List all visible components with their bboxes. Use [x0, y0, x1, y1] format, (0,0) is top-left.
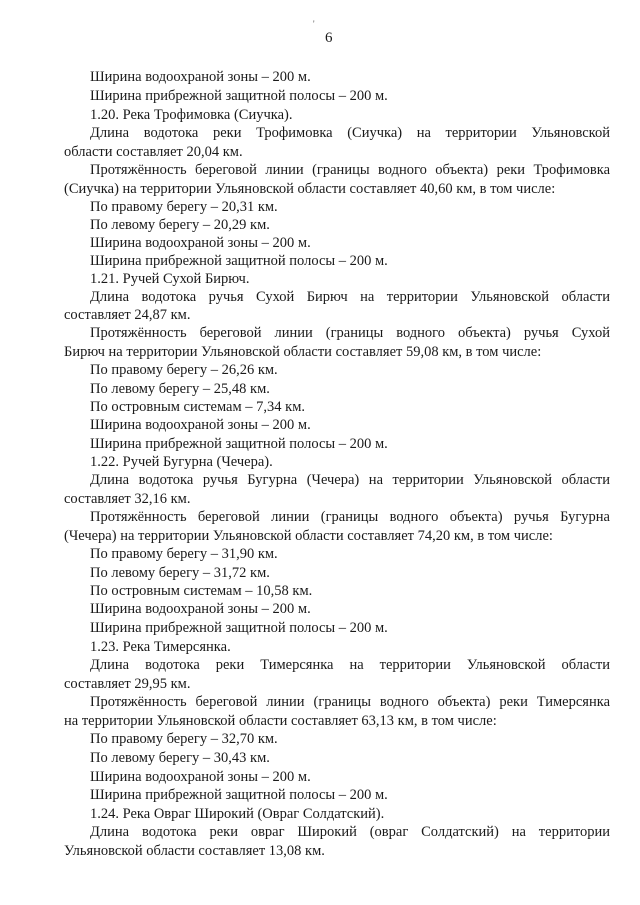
text-line: Ширина прибрежной защитной полосы – 200 м. [90, 787, 388, 803]
text-line: составляет 24,87 км. [64, 307, 191, 323]
text-line: (Чечера) на территории Ульяновской области составляет 74,20 км, в том числе: [64, 528, 553, 544]
text-line: Ширина прибрежной защитной полосы – 200 м. [90, 436, 388, 452]
text-line: Ширина водоохраной зоны – 200 м. [90, 417, 311, 433]
text-line: По правому берегу – 31,90 км. [90, 546, 278, 562]
text-line: Длина водотока реки Трофимовка (Сиучка) на территории Ульяновской [90, 125, 610, 141]
text-line: По островным системам – 10,58 км. [90, 583, 313, 599]
text-line: на территории Ульяновской области составляет 63,13 км, в том числе: [64, 713, 497, 729]
text-line: Ширина прибрежной защитной полосы – 200 м. [90, 253, 388, 269]
text-line: 1.24. Река Овраг Широкий (Овраг Солдатский). [90, 806, 385, 822]
text-line: Бирюч на территории Ульяновской области составляет 59,08 км, в том числе: [64, 344, 542, 360]
text-line: Протяжённость береговой линии (границы водного объекта) ручья Бугурна [90, 509, 610, 525]
text-line: Протяжённость береговой линии (границы водного объекта) реки Тимерсянка [90, 694, 610, 710]
text-line: По левому берегу – 20,29 км. [90, 217, 270, 233]
text-line: 1.22. Ручей Бугурна (Чечера). [90, 454, 273, 470]
text-line: Ширина водоохраной зоны – 200 м. [90, 69, 311, 85]
text-line: По островным системам – 7,34 км. [90, 399, 305, 415]
text-line: Ширина прибрежной защитной полосы – 200 м. [90, 88, 388, 104]
text-line: Протяжённость береговой линии (границы водного объекта) реки Трофимовка [90, 162, 610, 178]
text-line: 1.21. Ручей Сухой Бирюч. [90, 271, 250, 287]
text-line: области составляет 20,04 км. [64, 144, 243, 160]
text-line: Протяжённость береговой линии (границы водного объекта) ручья Сухой [90, 325, 610, 341]
text-line: составляет 29,95 км. [64, 676, 191, 692]
text-line: Ширина прибрежной защитной полосы – 200 м. [90, 620, 388, 636]
text-line: Ширина водоохраной зоны – 200 м. [90, 601, 311, 617]
text-line: Длина водотока реки Тимерсянка на территории Ульяновской области [90, 657, 610, 673]
page-number: 6 [325, 30, 333, 46]
text-line: Ульяновской области составляет 13,08 км. [64, 843, 325, 859]
text-line: По левому берегу – 25,48 км. [90, 381, 270, 397]
text-line: По правому берегу – 26,26 км. [90, 362, 278, 378]
scan-mark: ' [313, 19, 315, 29]
text-line: По правому берегу – 20,31 км. [90, 199, 278, 215]
text-line: По правому берегу – 32,70 км. [90, 731, 278, 747]
text-line: Ширина водоохраной зоны – 200 м. [90, 235, 311, 251]
text-line: 1.23. Река Тимерсянка. [90, 639, 231, 655]
text-line: составляет 32,16 км. [64, 491, 191, 507]
text-line: По левому берегу – 31,72 км. [90, 565, 270, 581]
text-line: Длина водотока ручья Бугурна (Чечера) на территории Ульяновской области [90, 472, 610, 488]
text-line: (Сиучка) на территории Ульяновской области составляет 40,60 км, в том числе: [64, 181, 556, 197]
text-line: Длина водотока реки овраг Широкий (овраг Солдатский) на территории [90, 824, 610, 840]
text-line: Длина водотока ручья Сухой Бирюч на территории Ульяновской области [90, 289, 610, 305]
text-line: Ширина водоохраной зоны – 200 м. [90, 769, 311, 785]
text-line: По левому берегу – 30,43 км. [90, 750, 270, 766]
text-line: 1.20. Река Трофимовка (Сиучка). [90, 107, 293, 123]
